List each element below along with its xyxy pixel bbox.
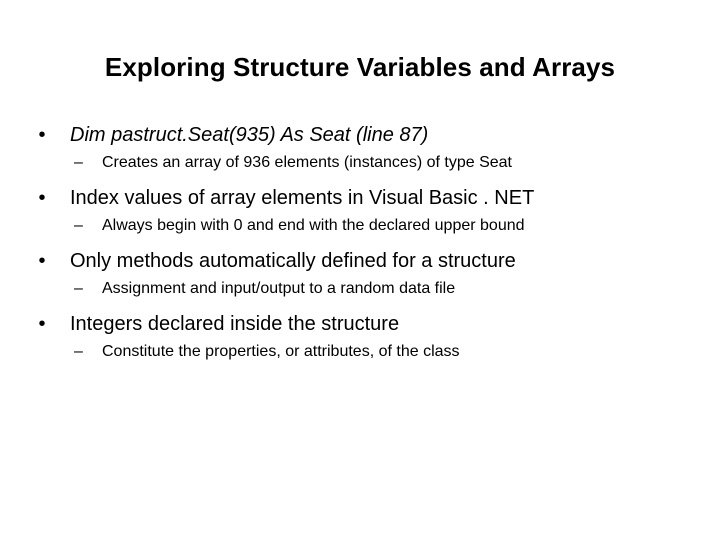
bullet-text: Index values of array elements in Visual Basic . NET [70,187,535,209]
bullet-item [32,311,702,363]
sub-bullet-text: Assignment and input/output to a random data file [102,280,456,297]
dash-icon: – [74,154,83,171]
sub-bullet [32,341,702,363]
bullet-main [32,248,702,274]
bullet-item [32,248,702,300]
dash-icon: – [74,343,83,360]
bullet-main [32,311,702,337]
bullet-text: Integers declared inside the structure [70,313,400,335]
dash-icon: – [74,280,83,297]
sub-bullet-text: Creates an array of 936 elements (instances) of type Seat [102,154,512,171]
bullet-dot-icon: • [38,250,46,272]
sub-bullet [32,152,702,174]
bullet-text: Only methods automatically defined for a structure [70,250,516,272]
bullet-list [32,122,702,374]
bullet-main [32,185,702,211]
sub-bullet-text: Always begin with 0 and end with the declared upper bound [102,217,525,234]
bullet-item [32,122,702,174]
bullet-item [32,185,702,237]
bullet-main [32,122,702,148]
bullet-dot-icon: • [38,124,46,146]
bullet-dot-icon: • [38,313,46,335]
slide-title: Exploring Structure Variables and Arrays [104,52,616,82]
bullet-text: Dim pastruct.Seat(935) As Seat (line 87) [70,124,429,146]
dash-icon: – [74,217,83,234]
bullet-dot-icon: • [38,187,46,209]
sub-bullet-text: Constitute the properties, or attributes, of the class [102,343,460,360]
sub-bullet [32,278,702,300]
sub-bullet [32,215,702,237]
